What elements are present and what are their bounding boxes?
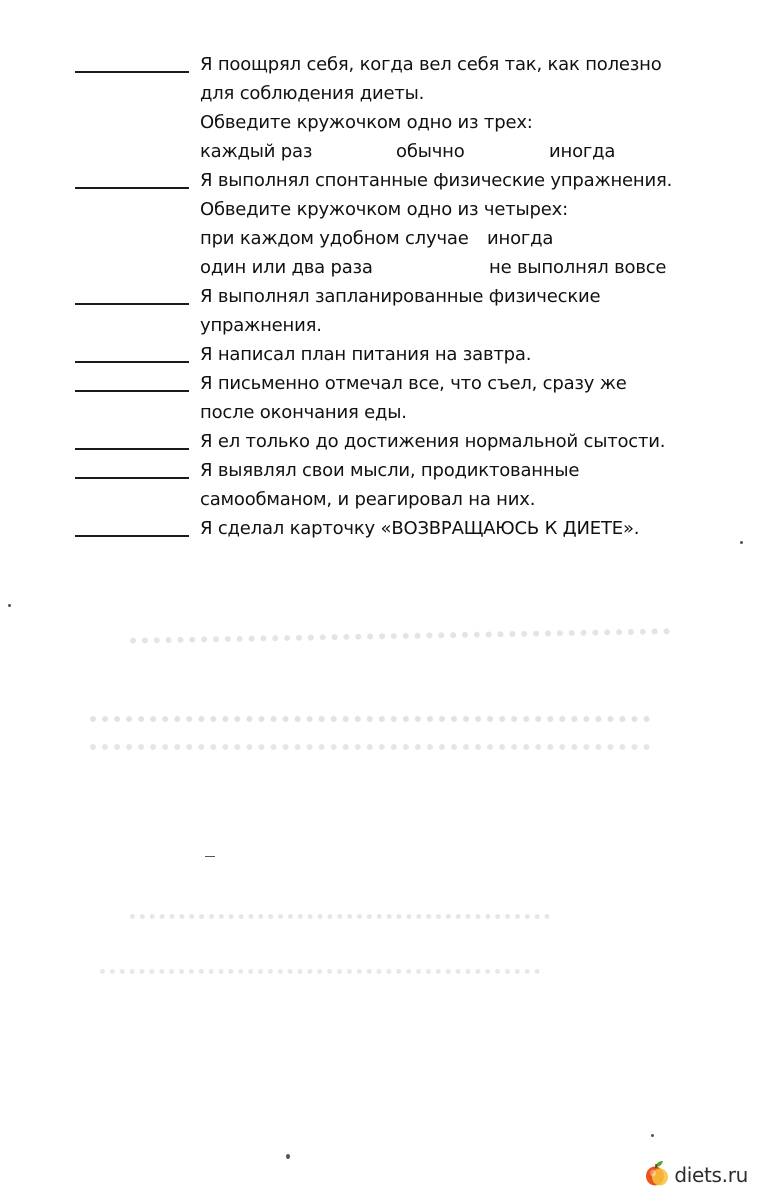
site-watermark[interactable]: [644, 1160, 748, 1190]
checklist-row: [0, 399, 760, 428]
item-text: Я выполнял запланированные физические: [200, 286, 601, 307]
checklist-row: [0, 283, 760, 312]
option-once-or-twice[interactable]: один или два раза: [200, 257, 373, 278]
option-sometimes[interactable]: иногда: [549, 141, 616, 162]
option-sometimes[interactable]: иногда: [487, 228, 554, 249]
scan-speck: [8, 604, 11, 607]
item-text: Я поощрял себя, когда вел себя так, как полезно: [200, 54, 662, 75]
checklist-row: [0, 341, 760, 370]
item-text: после окончания еды.: [200, 402, 407, 423]
item-text: Я выполнял спонтанные физические упражнения.: [200, 170, 673, 191]
options-row: [0, 225, 760, 254]
bleed-through: [130, 910, 550, 924]
item-text: Я сделал карточку «ВОЗВРАЩАЮСЬ К ДИЕТЕ».: [200, 518, 640, 539]
checklist-row: [0, 167, 760, 196]
checklist-row: [0, 80, 760, 109]
instruction-text: Обведите кружочком одно из трех:: [200, 112, 533, 133]
checklist-row: [0, 196, 760, 225]
answer-line[interactable]: [75, 303, 189, 305]
item-text: Я выявлял свои мысли, продиктованные: [200, 460, 580, 481]
bleed-through: [90, 712, 650, 726]
checklist-row: [0, 515, 760, 544]
answer-line[interactable]: [75, 448, 189, 450]
item-text: самообманом, и реагировал на них.: [200, 489, 536, 510]
checklist-row: [0, 370, 760, 399]
item-text: для соблюдения диеты.: [200, 83, 425, 104]
scan-speck: [651, 1134, 654, 1137]
checklist-row: [0, 109, 760, 138]
bleed-through: [130, 623, 670, 648]
bleed-through: [90, 740, 650, 754]
instruction-text: Обведите кружочком одно из четырех:: [200, 199, 568, 220]
fruit-logo-icon: [644, 1159, 670, 1191]
options-row: [0, 138, 760, 167]
checklist-row: [0, 312, 760, 341]
item-text: Я письменно отмечал все, что съел, сразу же: [200, 373, 627, 394]
checklist-row: [0, 428, 760, 457]
option-every-time[interactable]: каждый раз: [200, 141, 313, 162]
answer-line[interactable]: [75, 361, 189, 363]
scan-speck: [205, 856, 215, 857]
item-text: Я написал план питания на завтра.: [200, 344, 532, 365]
option-usually[interactable]: обычно: [396, 141, 465, 162]
answer-line[interactable]: [75, 71, 189, 73]
checklist-row: [0, 457, 760, 486]
answer-line[interactable]: [75, 390, 189, 392]
bleed-through: [100, 965, 540, 979]
item-text: упражнения.: [200, 315, 322, 336]
answer-line[interactable]: [75, 477, 189, 479]
scan-speck: [286, 1154, 290, 1159]
options-row: [0, 254, 760, 283]
watermark-text: diets.ru: [674, 1163, 748, 1187]
option-not-at-all[interactable]: не выполнял вовсе: [489, 257, 667, 278]
item-text: Я ел только до достижения нормальной сытости.: [200, 431, 666, 452]
checklist-row: [0, 486, 760, 515]
option-every-chance[interactable]: при каждом удобном случае: [200, 228, 469, 249]
answer-line[interactable]: [75, 535, 189, 537]
answer-line[interactable]: [75, 187, 189, 189]
checklist-row: [0, 51, 760, 80]
